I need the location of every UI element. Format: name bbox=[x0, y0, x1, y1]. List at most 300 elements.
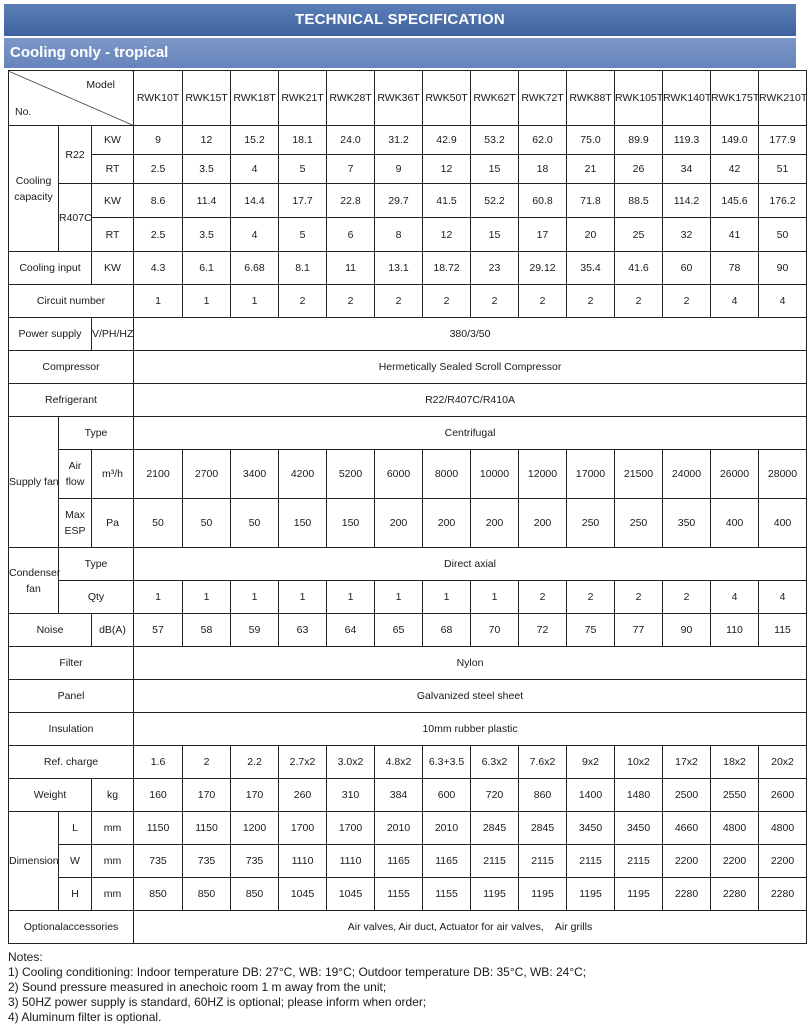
value-cell: 18x2 bbox=[711, 746, 759, 779]
value-cell: 310 bbox=[327, 779, 375, 812]
cooling-capacity-label-text: Cooling bbox=[15, 174, 52, 187]
value-cell: 3.0x2 bbox=[327, 746, 375, 779]
noise-label: Noise bbox=[9, 614, 92, 647]
cooling-r407c-rt-row bbox=[9, 218, 807, 252]
value-cell: 17000 bbox=[567, 450, 615, 499]
value-cell: 1 bbox=[423, 581, 471, 614]
value-cell: 260 bbox=[279, 779, 327, 812]
value-cell: 3.5 bbox=[183, 218, 231, 252]
value-cell: 735 bbox=[134, 845, 183, 878]
optional-accessories-row bbox=[9, 911, 807, 944]
value-cell: 62.0 bbox=[519, 126, 567, 155]
value-cell: 53.2 bbox=[471, 126, 519, 155]
value-cell: 2 bbox=[327, 285, 375, 318]
value-cell: 2.2 bbox=[231, 746, 279, 779]
value-cell: 1480 bbox=[615, 779, 663, 812]
circuit-number-row bbox=[9, 285, 807, 318]
value-cell: 1165 bbox=[375, 845, 423, 878]
value-cell: 58 bbox=[183, 614, 231, 647]
dimension-axis-label: W bbox=[59, 845, 92, 878]
value-cell: 41.5 bbox=[423, 184, 471, 218]
value-cell: 2100 bbox=[134, 450, 183, 499]
value-cell: 2 bbox=[471, 285, 519, 318]
value-cell: 1400 bbox=[567, 779, 615, 812]
unit-cell: mm bbox=[92, 812, 134, 845]
value-cell: 4 bbox=[231, 218, 279, 252]
value-cell: 1 bbox=[134, 581, 183, 614]
value-cell: 2845 bbox=[519, 812, 567, 845]
unit-cell: KW bbox=[92, 126, 134, 155]
value-cell: 21 bbox=[567, 155, 615, 184]
value-cell: 4 bbox=[711, 285, 759, 318]
value-cell: 2600 bbox=[759, 779, 807, 812]
type-label: Type bbox=[59, 417, 134, 450]
value-cell: 65 bbox=[375, 614, 423, 647]
value-cell: 1195 bbox=[615, 878, 663, 911]
value-cell: 15 bbox=[471, 155, 519, 184]
value-cell: 31.2 bbox=[375, 126, 423, 155]
value-cell: 1195 bbox=[471, 878, 519, 911]
condenser-fan-type-value: Direct axial bbox=[134, 548, 807, 581]
value-cell: 1 bbox=[375, 581, 423, 614]
notes-heading: Notes: bbox=[8, 950, 43, 964]
unit-cell: mm bbox=[92, 878, 134, 911]
airflow-label bbox=[59, 450, 92, 499]
unit-cell: mm bbox=[92, 845, 134, 878]
value-cell: 4 bbox=[231, 155, 279, 184]
dimension-l-row bbox=[9, 812, 807, 845]
value-cell: 2200 bbox=[711, 845, 759, 878]
refrigerant-value: R22/R407C/R410A bbox=[134, 384, 807, 417]
value-cell: 18.1 bbox=[279, 126, 327, 155]
value-cell: 13.1 bbox=[375, 252, 423, 285]
model-header-cell: RWK72T bbox=[519, 71, 567, 126]
value-cell: 2280 bbox=[759, 878, 807, 911]
value-cell: 59 bbox=[231, 614, 279, 647]
value-cell: 850 bbox=[231, 878, 279, 911]
panel-value: Galvanized steel sheet bbox=[134, 680, 807, 713]
value-cell: 71.8 bbox=[567, 184, 615, 218]
value-cell: 1195 bbox=[567, 878, 615, 911]
optional-accessories-label: Optionalaccessories bbox=[9, 911, 134, 944]
airflow-label-text: Air bbox=[68, 460, 82, 472]
value-cell: 88.5 bbox=[615, 184, 663, 218]
value-cell: 2115 bbox=[567, 845, 615, 878]
value-cell: 2 bbox=[615, 285, 663, 318]
section-subtitle: Cooling only - tropical bbox=[4, 38, 796, 68]
unit-cell: kg bbox=[92, 779, 134, 812]
value-cell: 22.8 bbox=[327, 184, 375, 218]
model-header-cell: RWK28T bbox=[327, 71, 375, 126]
cooling-input-label: Cooling input bbox=[9, 252, 92, 285]
value-cell: 114.2 bbox=[663, 184, 711, 218]
value-cell: 14.4 bbox=[231, 184, 279, 218]
unit-cell: RT bbox=[92, 155, 134, 184]
value-cell: 17 bbox=[519, 218, 567, 252]
cooling-capacity-label-text: capacity bbox=[14, 190, 53, 203]
supply-fan-label: Supply fan bbox=[9, 417, 59, 548]
value-cell: 20 bbox=[567, 218, 615, 252]
value-cell: 5 bbox=[279, 218, 327, 252]
note-line: 2) Sound pressure measured in anechoic room 1 m away from the unit; bbox=[8, 980, 387, 994]
value-cell: 735 bbox=[231, 845, 279, 878]
value-cell: 78 bbox=[711, 252, 759, 285]
value-cell: 24.0 bbox=[327, 126, 375, 155]
value-cell: 15.2 bbox=[231, 126, 279, 155]
value-cell: 75.0 bbox=[567, 126, 615, 155]
value-cell: 4200 bbox=[279, 450, 327, 499]
value-cell: 77 bbox=[615, 614, 663, 647]
value-cell: 1 bbox=[134, 285, 183, 318]
model-header-cell: RWK88T bbox=[567, 71, 615, 126]
power-supply-row bbox=[9, 318, 807, 351]
ref-charge-label: Ref. charge bbox=[9, 746, 134, 779]
model-header-cell: RWK10T bbox=[134, 71, 183, 126]
qty-label: Qty bbox=[59, 581, 134, 614]
value-cell: 1 bbox=[471, 581, 519, 614]
value-cell: 2550 bbox=[711, 779, 759, 812]
value-cell: 9 bbox=[134, 126, 183, 155]
value-cell: 150 bbox=[327, 499, 375, 548]
value-cell: 2 bbox=[519, 581, 567, 614]
value-cell: 4 bbox=[711, 581, 759, 614]
value-cell: 2 bbox=[567, 581, 615, 614]
unit-cell: KW bbox=[92, 184, 134, 218]
value-cell: 52.2 bbox=[471, 184, 519, 218]
value-cell: 200 bbox=[375, 499, 423, 548]
value-cell: 1110 bbox=[279, 845, 327, 878]
value-cell: 1 bbox=[183, 285, 231, 318]
value-cell: 7 bbox=[327, 155, 375, 184]
value-cell: 4.3 bbox=[134, 252, 183, 285]
value-cell: 2.7x2 bbox=[279, 746, 327, 779]
note-line: 4) Aluminum filter is optional. bbox=[8, 1010, 162, 1024]
cooling-input-row bbox=[9, 252, 807, 285]
value-cell: 1 bbox=[183, 581, 231, 614]
value-cell: 1155 bbox=[423, 878, 471, 911]
value-cell: 5200 bbox=[327, 450, 375, 499]
cooling-r407c-kw-row bbox=[9, 184, 807, 218]
value-cell: 176.2 bbox=[759, 184, 807, 218]
value-cell: 41 bbox=[711, 218, 759, 252]
value-cell: 4 bbox=[759, 285, 807, 318]
optional-accessories-value: Air valves, Air duct, Actuator for air valves, Air grills bbox=[134, 911, 807, 944]
value-cell: 21500 bbox=[615, 450, 663, 499]
value-cell: 12 bbox=[423, 155, 471, 184]
value-cell: 26 bbox=[615, 155, 663, 184]
value-cell: 8 bbox=[375, 218, 423, 252]
value-cell: 6.3+3.5 bbox=[423, 746, 471, 779]
noise-row bbox=[9, 614, 807, 647]
value-cell: 8.6 bbox=[134, 184, 183, 218]
value-cell: 4800 bbox=[759, 812, 807, 845]
value-cell: 1045 bbox=[279, 878, 327, 911]
header-corner bbox=[9, 71, 134, 126]
value-cell: 1200 bbox=[231, 812, 279, 845]
esp-label-text: Max bbox=[65, 509, 85, 521]
value-cell: 89.9 bbox=[615, 126, 663, 155]
value-cell: 2 bbox=[279, 285, 327, 318]
spec-table bbox=[8, 70, 807, 944]
ref-charge-row bbox=[9, 746, 807, 779]
value-cell: 115 bbox=[759, 614, 807, 647]
value-cell: 250 bbox=[615, 499, 663, 548]
model-header-cell: RWK18T bbox=[231, 71, 279, 126]
insulation-row bbox=[9, 713, 807, 746]
value-cell: 2 bbox=[423, 285, 471, 318]
insulation-label: Insulation bbox=[9, 713, 134, 746]
condenser-fan-label bbox=[9, 548, 59, 614]
value-cell: 384 bbox=[375, 779, 423, 812]
value-cell: 150 bbox=[279, 499, 327, 548]
value-cell: 2 bbox=[519, 285, 567, 318]
value-cell: 110 bbox=[711, 614, 759, 647]
unit-cell: V/PH/HZ bbox=[92, 318, 134, 351]
compressor-value: Hermetically Sealed Scroll Compressor bbox=[134, 351, 807, 384]
value-cell: 860 bbox=[519, 779, 567, 812]
value-cell: 2200 bbox=[759, 845, 807, 878]
note-line: 1) Cooling conditioning: Indoor temperature DB: 27°C, WB: 19°C; Outdoor temperature DB: 35°C, WB: 24°C; bbox=[8, 965, 587, 979]
value-cell: 850 bbox=[183, 878, 231, 911]
type-label: Type bbox=[59, 548, 134, 581]
esp-label-text: ESP bbox=[64, 525, 86, 537]
model-header: Model bbox=[86, 79, 116, 91]
unit-cell: Pa bbox=[92, 499, 134, 548]
value-cell: 12 bbox=[183, 126, 231, 155]
value-cell: 18.72 bbox=[423, 252, 471, 285]
value-cell: 2280 bbox=[711, 878, 759, 911]
value-cell: 12 bbox=[423, 218, 471, 252]
value-cell: 90 bbox=[759, 252, 807, 285]
value-cell: 12000 bbox=[519, 450, 567, 499]
value-cell: 26000 bbox=[711, 450, 759, 499]
value-cell: 10000 bbox=[471, 450, 519, 499]
value-cell: 1110 bbox=[327, 845, 375, 878]
value-cell: 34 bbox=[663, 155, 711, 184]
condenser-fan-qty-row bbox=[9, 581, 807, 614]
value-cell: 50 bbox=[231, 499, 279, 548]
value-cell: 63 bbox=[279, 614, 327, 647]
value-cell: 17x2 bbox=[663, 746, 711, 779]
value-cell: 170 bbox=[183, 779, 231, 812]
value-cell: 23 bbox=[471, 252, 519, 285]
value-cell: 68 bbox=[423, 614, 471, 647]
value-cell: 2500 bbox=[663, 779, 711, 812]
value-cell: 11.4 bbox=[183, 184, 231, 218]
power-supply-label: Power supply bbox=[9, 318, 92, 351]
model-header-cell: RWK62T bbox=[471, 71, 519, 126]
value-cell: 4.8x2 bbox=[375, 746, 423, 779]
model-header-cell: RWK36T bbox=[375, 71, 423, 126]
value-cell: 50 bbox=[759, 218, 807, 252]
value-cell: 8000 bbox=[423, 450, 471, 499]
value-cell: 2.5 bbox=[134, 155, 183, 184]
panel-label: Panel bbox=[9, 680, 134, 713]
value-cell: 200 bbox=[519, 499, 567, 548]
dimension-label: Dimension bbox=[9, 812, 59, 911]
value-cell: 720 bbox=[471, 779, 519, 812]
compressor-row bbox=[9, 351, 807, 384]
supply-fan-airflow-row bbox=[9, 450, 807, 499]
value-cell: 41.6 bbox=[615, 252, 663, 285]
value-cell: 600 bbox=[423, 779, 471, 812]
value-cell: 2010 bbox=[423, 812, 471, 845]
cooling-r22-kw-row bbox=[9, 126, 807, 155]
value-cell: 2115 bbox=[615, 845, 663, 878]
value-cell: 9x2 bbox=[567, 746, 615, 779]
value-cell: 50 bbox=[134, 499, 183, 548]
cooling-capacity-label bbox=[9, 126, 59, 252]
model-header-cell: RWK175T bbox=[711, 71, 759, 126]
condenser-fan-label-text: Condenser bbox=[9, 566, 61, 579]
value-cell: 1150 bbox=[134, 812, 183, 845]
value-cell: 2700 bbox=[183, 450, 231, 499]
page-title: TECHNICAL SPECIFICATION bbox=[4, 4, 796, 36]
value-cell: 60.8 bbox=[519, 184, 567, 218]
dimension-axis-label: H bbox=[59, 878, 92, 911]
value-cell: 2010 bbox=[375, 812, 423, 845]
unit-cell: dB(A) bbox=[92, 614, 134, 647]
value-cell: 850 bbox=[134, 878, 183, 911]
value-cell: 1 bbox=[279, 581, 327, 614]
value-cell: 2 bbox=[183, 746, 231, 779]
value-cell: 9 bbox=[375, 155, 423, 184]
esp-label bbox=[59, 499, 92, 548]
weight-label: Weight bbox=[9, 779, 92, 812]
filter-label: Filter bbox=[9, 647, 134, 680]
r407c-label: R407C bbox=[59, 184, 92, 252]
header-row bbox=[9, 71, 807, 126]
value-cell: 60 bbox=[663, 252, 711, 285]
supply-fan-type-row bbox=[9, 417, 807, 450]
value-cell: 2280 bbox=[663, 878, 711, 911]
value-cell: 4660 bbox=[663, 812, 711, 845]
cooling-r22-rt-row bbox=[9, 155, 807, 184]
value-cell: 6.3x2 bbox=[471, 746, 519, 779]
model-header-cell: RWK140T bbox=[663, 71, 711, 126]
value-cell: 32 bbox=[663, 218, 711, 252]
filter-value: Nylon bbox=[134, 647, 807, 680]
value-cell: 51 bbox=[759, 155, 807, 184]
airflow-label-text: flow bbox=[65, 476, 85, 488]
value-cell: 145.6 bbox=[711, 184, 759, 218]
value-cell: 2115 bbox=[471, 845, 519, 878]
supply-fan-type-value: Centrifugal bbox=[134, 417, 807, 450]
value-cell: 400 bbox=[711, 499, 759, 548]
condenser-fan-type-row bbox=[9, 548, 807, 581]
value-cell: 35.4 bbox=[567, 252, 615, 285]
value-cell: 29.7 bbox=[375, 184, 423, 218]
value-cell: 3.5 bbox=[183, 155, 231, 184]
dimension-w-row bbox=[9, 845, 807, 878]
compressor-label: Compressor bbox=[9, 351, 134, 384]
value-cell: 2115 bbox=[519, 845, 567, 878]
supply-fan-esp-row bbox=[9, 499, 807, 548]
value-cell: 1045 bbox=[327, 878, 375, 911]
value-cell: 1 bbox=[231, 581, 279, 614]
notes bbox=[8, 950, 796, 1025]
dimension-axis-label: L bbox=[59, 812, 92, 845]
value-cell: 10x2 bbox=[615, 746, 663, 779]
value-cell: 1 bbox=[327, 581, 375, 614]
value-cell: 2 bbox=[615, 581, 663, 614]
dimension-h-row bbox=[9, 878, 807, 911]
value-cell: 2 bbox=[375, 285, 423, 318]
value-cell: 1700 bbox=[327, 812, 375, 845]
no-header: No. bbox=[15, 106, 32, 118]
refrigerant-row bbox=[9, 384, 807, 417]
value-cell: 250 bbox=[567, 499, 615, 548]
note-line: 3) 50HZ power supply is standard, 60HZ is optional; please inform when order; bbox=[8, 995, 427, 1009]
value-cell: 735 bbox=[183, 845, 231, 878]
model-header-cell: RWK210T bbox=[759, 71, 807, 126]
value-cell: 1165 bbox=[423, 845, 471, 878]
value-cell: 20x2 bbox=[759, 746, 807, 779]
value-cell: 149.0 bbox=[711, 126, 759, 155]
value-cell: 29.12 bbox=[519, 252, 567, 285]
value-cell: 4800 bbox=[711, 812, 759, 845]
value-cell: 400 bbox=[759, 499, 807, 548]
value-cell: 6 bbox=[327, 218, 375, 252]
model-header-cell: RWK50T bbox=[423, 71, 471, 126]
condenser-fan-label-text: fan bbox=[26, 582, 41, 595]
value-cell: 28000 bbox=[759, 450, 807, 499]
value-cell: 7.6x2 bbox=[519, 746, 567, 779]
value-cell: 75 bbox=[567, 614, 615, 647]
panel-row bbox=[9, 680, 807, 713]
power-supply-value: 380/3/50 bbox=[134, 318, 807, 351]
refrigerant-label: Refrigerant bbox=[9, 384, 134, 417]
value-cell: 3450 bbox=[615, 812, 663, 845]
value-cell: 42 bbox=[711, 155, 759, 184]
value-cell: 57 bbox=[134, 614, 183, 647]
value-cell: 160 bbox=[134, 779, 183, 812]
circuit-number-label: Circuit number bbox=[9, 285, 134, 318]
unit-cell: m³/h bbox=[92, 450, 134, 499]
value-cell: 50 bbox=[183, 499, 231, 548]
value-cell: 64 bbox=[327, 614, 375, 647]
value-cell: 1155 bbox=[375, 878, 423, 911]
value-cell: 170 bbox=[231, 779, 279, 812]
r22-label: R22 bbox=[59, 126, 92, 184]
value-cell: 6.68 bbox=[231, 252, 279, 285]
value-cell: 2845 bbox=[471, 812, 519, 845]
weight-row bbox=[9, 779, 807, 812]
model-header-cell: RWK105T bbox=[615, 71, 663, 126]
value-cell: 3450 bbox=[567, 812, 615, 845]
value-cell: 6.1 bbox=[183, 252, 231, 285]
value-cell: 15 bbox=[471, 218, 519, 252]
value-cell: 1.6 bbox=[134, 746, 183, 779]
value-cell: 6000 bbox=[375, 450, 423, 499]
value-cell: 25 bbox=[615, 218, 663, 252]
value-cell: 17.7 bbox=[279, 184, 327, 218]
value-cell: 177.9 bbox=[759, 126, 807, 155]
value-cell: 1150 bbox=[183, 812, 231, 845]
unit-cell: RT bbox=[92, 218, 134, 252]
value-cell: 2 bbox=[663, 581, 711, 614]
value-cell: 3400 bbox=[231, 450, 279, 499]
value-cell: 1195 bbox=[519, 878, 567, 911]
unit-cell: KW bbox=[92, 252, 134, 285]
value-cell: 4 bbox=[759, 581, 807, 614]
value-cell: 42.9 bbox=[423, 126, 471, 155]
value-cell: 200 bbox=[471, 499, 519, 548]
model-header-cell: RWK15T bbox=[183, 71, 231, 126]
value-cell: 90 bbox=[663, 614, 711, 647]
value-cell: 119.3 bbox=[663, 126, 711, 155]
value-cell: 11 bbox=[327, 252, 375, 285]
